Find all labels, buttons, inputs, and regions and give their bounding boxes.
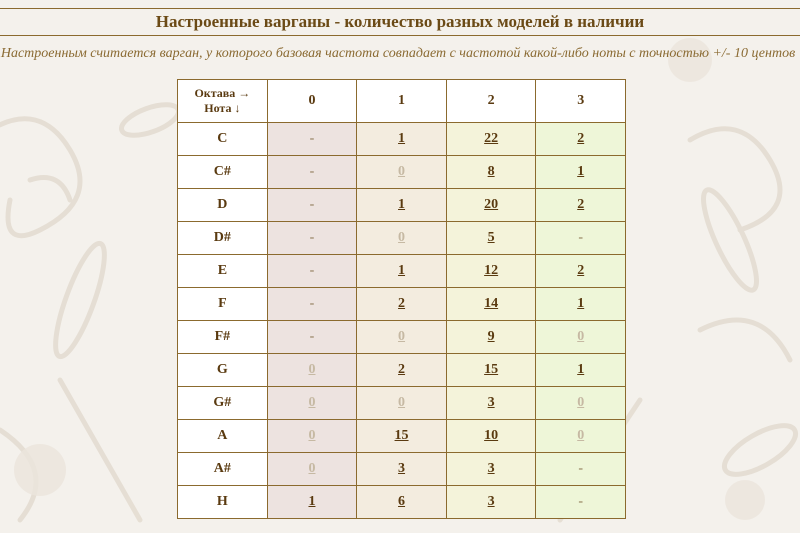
count-cell [267, 453, 357, 486]
count-cell [446, 189, 536, 222]
table-row [178, 420, 626, 453]
count-cell [267, 288, 357, 321]
count-cell [536, 387, 626, 420]
count-link[interactable]: 2 [577, 197, 585, 212]
count-cell [267, 354, 357, 387]
count-link[interactable]: 10 [484, 428, 499, 443]
count-link-zero[interactable]: 0 [577, 395, 585, 410]
count-link[interactable]: 20 [484, 197, 499, 212]
count-link[interactable]: 22 [484, 131, 499, 146]
octave-header-2: 2 [446, 80, 536, 123]
count-cell [267, 321, 357, 354]
count-link[interactable]: 12 [484, 263, 499, 278]
count-cell [536, 288, 626, 321]
count-cell [357, 420, 447, 453]
count-link-zero[interactable]: 0 [308, 362, 316, 377]
table-row [178, 453, 626, 486]
note-label: D [178, 189, 268, 222]
count-cell [267, 387, 357, 420]
count-cell [357, 288, 447, 321]
count-cell [446, 486, 536, 519]
note-label: A [178, 420, 268, 453]
note-label: G# [178, 387, 268, 420]
count-link-zero[interactable]: 0 [398, 230, 406, 245]
count-link[interactable]: 1 [577, 362, 585, 377]
count-cell [536, 189, 626, 222]
page-subtitle: Настроенным считается варган, у которого базовая частота совпадает с частотой какой-либо ноты с точностью +/- 10 центов [0, 46, 796, 61]
note-label: G [178, 354, 268, 387]
count-link[interactable]: 1 [577, 164, 585, 179]
note-axis-label: Нота ↓ [204, 101, 241, 115]
corner-header [178, 80, 268, 123]
count-cell [357, 255, 447, 288]
table-row [178, 222, 626, 255]
count-cell [357, 189, 447, 222]
count-cell [536, 354, 626, 387]
count-link-zero[interactable]: 0 [398, 164, 406, 179]
empty-value: - [309, 263, 315, 278]
count-cell [357, 156, 447, 189]
count-cell [357, 387, 447, 420]
count-link[interactable]: 6 [398, 494, 406, 509]
count-cell [267, 420, 357, 453]
note-label: C# [178, 156, 268, 189]
table-body [178, 123, 626, 519]
count-cell [536, 123, 626, 156]
note-label: E [178, 255, 268, 288]
header-row [178, 80, 626, 123]
empty-value: - [309, 164, 315, 179]
count-link[interactable]: 5 [487, 230, 495, 245]
count-link[interactable]: 15 [394, 428, 409, 443]
empty-value: - [578, 230, 584, 245]
count-cell [267, 222, 357, 255]
octave-axis-label: Октава → [194, 86, 251, 100]
note-label: F [178, 288, 268, 321]
note-label: C [178, 123, 268, 156]
count-link-zero[interactable]: 0 [577, 428, 585, 443]
count-cell [357, 486, 447, 519]
count-cell [536, 453, 626, 486]
count-cell [267, 156, 357, 189]
count-cell [267, 486, 357, 519]
count-link[interactable]: 8 [487, 164, 495, 179]
table-row [178, 156, 626, 189]
count-link[interactable]: 1 [398, 131, 406, 146]
count-link-zero[interactable]: 0 [308, 395, 316, 410]
table-row [178, 354, 626, 387]
page-title: Настроенные варганы - количество разных моделей в наличии [0, 8, 800, 36]
table-row [178, 255, 626, 288]
count-cell [446, 453, 536, 486]
count-cell [357, 354, 447, 387]
count-cell [536, 255, 626, 288]
count-cell [536, 156, 626, 189]
count-link-zero[interactable]: 0 [398, 395, 406, 410]
note-label: H [178, 486, 268, 519]
count-cell [357, 123, 447, 156]
count-link[interactable]: 2 [398, 362, 406, 377]
count-cell [446, 288, 536, 321]
octave-header-3: 3 [536, 80, 626, 123]
count-link[interactable]: 1 [308, 494, 316, 509]
note-label: A# [178, 453, 268, 486]
count-link-zero[interactable]: 0 [398, 329, 406, 344]
count-cell [267, 189, 357, 222]
count-cell [267, 123, 357, 156]
empty-value: - [309, 131, 315, 146]
empty-value: - [309, 329, 315, 344]
note-label: D# [178, 222, 268, 255]
count-link[interactable]: 2 [577, 263, 585, 278]
octave-header-1: 1 [357, 80, 447, 123]
tuned-harps-table [177, 79, 626, 519]
count-cell [357, 321, 447, 354]
count-link[interactable]: 2 [577, 131, 585, 146]
count-link[interactable]: 3 [487, 494, 495, 509]
count-link[interactable]: 3 [398, 461, 406, 476]
table-row [178, 387, 626, 420]
count-link[interactable]: 15 [484, 362, 499, 377]
count-cell [446, 156, 536, 189]
note-label: F# [178, 321, 268, 354]
empty-value: - [309, 197, 315, 212]
table-row [178, 321, 626, 354]
count-cell [446, 255, 536, 288]
table-row [178, 189, 626, 222]
empty-value: - [578, 461, 584, 476]
count-cell [357, 453, 447, 486]
count-link[interactable]: 1 [398, 197, 406, 212]
count-link-zero[interactable]: 0 [308, 461, 316, 476]
count-cell [446, 222, 536, 255]
empty-value: - [309, 230, 315, 245]
table-row [178, 123, 626, 156]
count-cell [267, 255, 357, 288]
count-cell [446, 321, 536, 354]
count-cell [446, 354, 536, 387]
count-link[interactable]: 3 [487, 395, 495, 410]
table-row [178, 486, 626, 519]
empty-value: - [578, 494, 584, 509]
count-link-zero[interactable]: 0 [577, 329, 585, 344]
count-link[interactable]: 1 [577, 296, 585, 311]
table-row [178, 288, 626, 321]
count-link[interactable]: 9 [487, 329, 495, 344]
count-cell [536, 321, 626, 354]
count-cell [446, 123, 536, 156]
count-cell [536, 486, 626, 519]
count-cell [446, 387, 536, 420]
count-cell [446, 420, 536, 453]
count-cell [536, 420, 626, 453]
count-link[interactable]: 14 [484, 296, 499, 311]
count-link[interactable]: 2 [398, 296, 406, 311]
count-link-zero[interactable]: 0 [308, 428, 316, 443]
count-link[interactable]: 3 [487, 461, 495, 476]
count-cell [536, 222, 626, 255]
count-link[interactable]: 1 [398, 263, 406, 278]
octave-header-0: 0 [267, 80, 357, 123]
count-cell [357, 222, 447, 255]
empty-value: - [309, 296, 315, 311]
